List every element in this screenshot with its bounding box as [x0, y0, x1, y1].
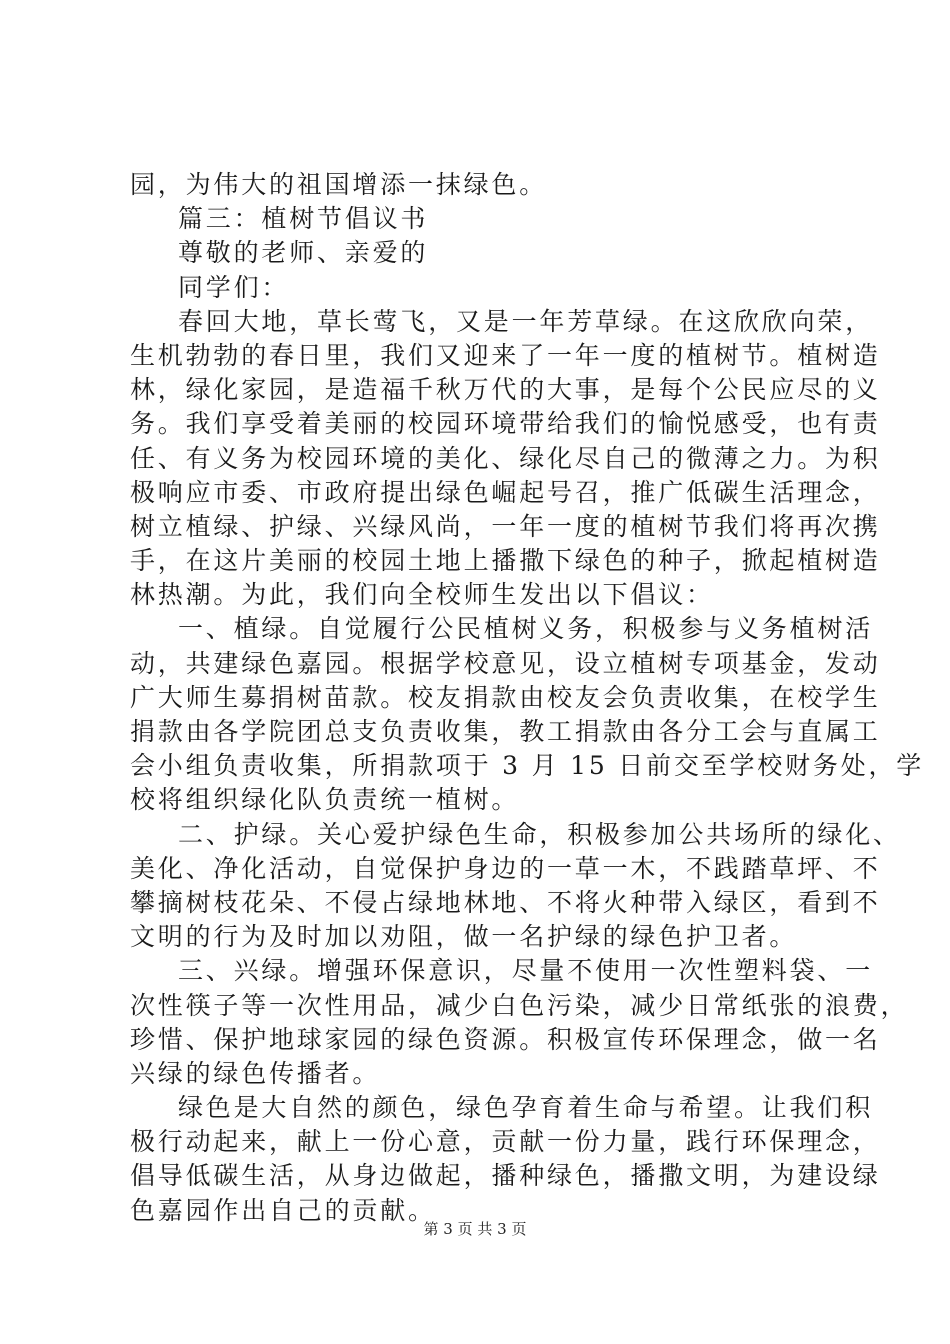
text-line: 务。我们享受着美丽的校园环境带给我们的愉悦感受，也有责 [130, 409, 881, 439]
text-line: 文明的行为及时加以劝阻，做一名护绿的绿色护卫者。 [130, 922, 798, 952]
text-line: 同学们： [178, 272, 290, 302]
text-line: 篇三：植树节倡议书 [178, 204, 429, 234]
page-footer: 第 3 页 共 3 页 [423, 1220, 527, 1238]
text-line: 极行动起来，献上一份心意，贡献一份力量，践行环保理念， [130, 1127, 881, 1157]
text-line: 生机勃勃的春日里，我们又迎来了一年一度的植树节。植树造 [130, 340, 881, 370]
text-line: 林热潮。为此，我们向全校师生发出以下倡议： [130, 580, 714, 610]
text-line: 会小组负责收集，所捐款项于 3 月 15 日前交至学校财务处，学 [130, 751, 925, 781]
text-line: 树立植绿、护绿、兴绿风尚，一年一度的植树节我们将再次携 [130, 511, 881, 541]
text-line: 捐款由各学院团总支负责收集，教工捐款由各分工会与直属工 [130, 717, 881, 746]
document-body [130, 168, 925, 1228]
text-line: 色嘉园作出自己的贡献。 [130, 1195, 436, 1225]
text-line: 园，为伟大的祖国增添一抹绿色。 [130, 170, 548, 199]
text-line: 任、有义务为校园环境的美化、绿化尽自己的微薄之力。为积 [130, 443, 881, 473]
text-line: 美化、净化活动，自觉保护身边的一草一木，不践踏草坪、不 [130, 853, 881, 883]
text-line: 攀摘树枝花朵、不侵占绿地林地、不将火种带入绿区，看到不 [130, 887, 881, 917]
text-line: 春回大地，草长莺飞，又是一年芳草绿。在这欣欣向荣， [178, 306, 874, 336]
text-line: 极响应市委、市政府提出绿色崛起号召，推广低碳生活理念， [130, 477, 881, 507]
text-line: 林，绿化家园，是造福千秋万代的大事，是每个公民应尽的义 [130, 375, 881, 405]
text-line: 动，共建绿色嘉园。根据学校意见，设立植树专项基金，发动 [130, 648, 881, 678]
text-line: 珍惜、保护地球家园的绿色资源。积极宣传环保理念，做一名 [130, 1024, 881, 1054]
text-line: 次性筷子等一次性用品，减少白色污染，减少日常纸张的浪费， [130, 990, 909, 1020]
text-line: 一、植绿。自觉履行公民植树义务，积极参与义务植树活 [178, 614, 874, 644]
text-line: 尊敬的老师、亲爱的 [178, 238, 429, 268]
text-line: 二、护绿。关心爱护绿色生命，积极参加公共场所的绿化、 [178, 819, 901, 849]
text-line: 兴绿的绿色传播者。 [130, 1058, 381, 1088]
text-line: 倡导低碳生活，从身边做起，播种绿色，播撒文明，为建设绿 [130, 1161, 881, 1191]
text-line: 三、兴绿。增强环保意识，尽量不使用一次性塑料袋、一 [178, 956, 874, 986]
text-line: 广大师生募捐树苗款。校友捐款由校友会负责收集，在校学生 [130, 682, 881, 712]
text-line: 手，在这片美丽的校园土地上播撒下绿色的种子，掀起植树造 [130, 546, 881, 576]
text-line: 绿色是大自然的颜色，绿色孕育着生命与希望。让我们积 [178, 1093, 874, 1123]
text-line: 校将组织绿化队负责统一植树。 [130, 785, 520, 815]
